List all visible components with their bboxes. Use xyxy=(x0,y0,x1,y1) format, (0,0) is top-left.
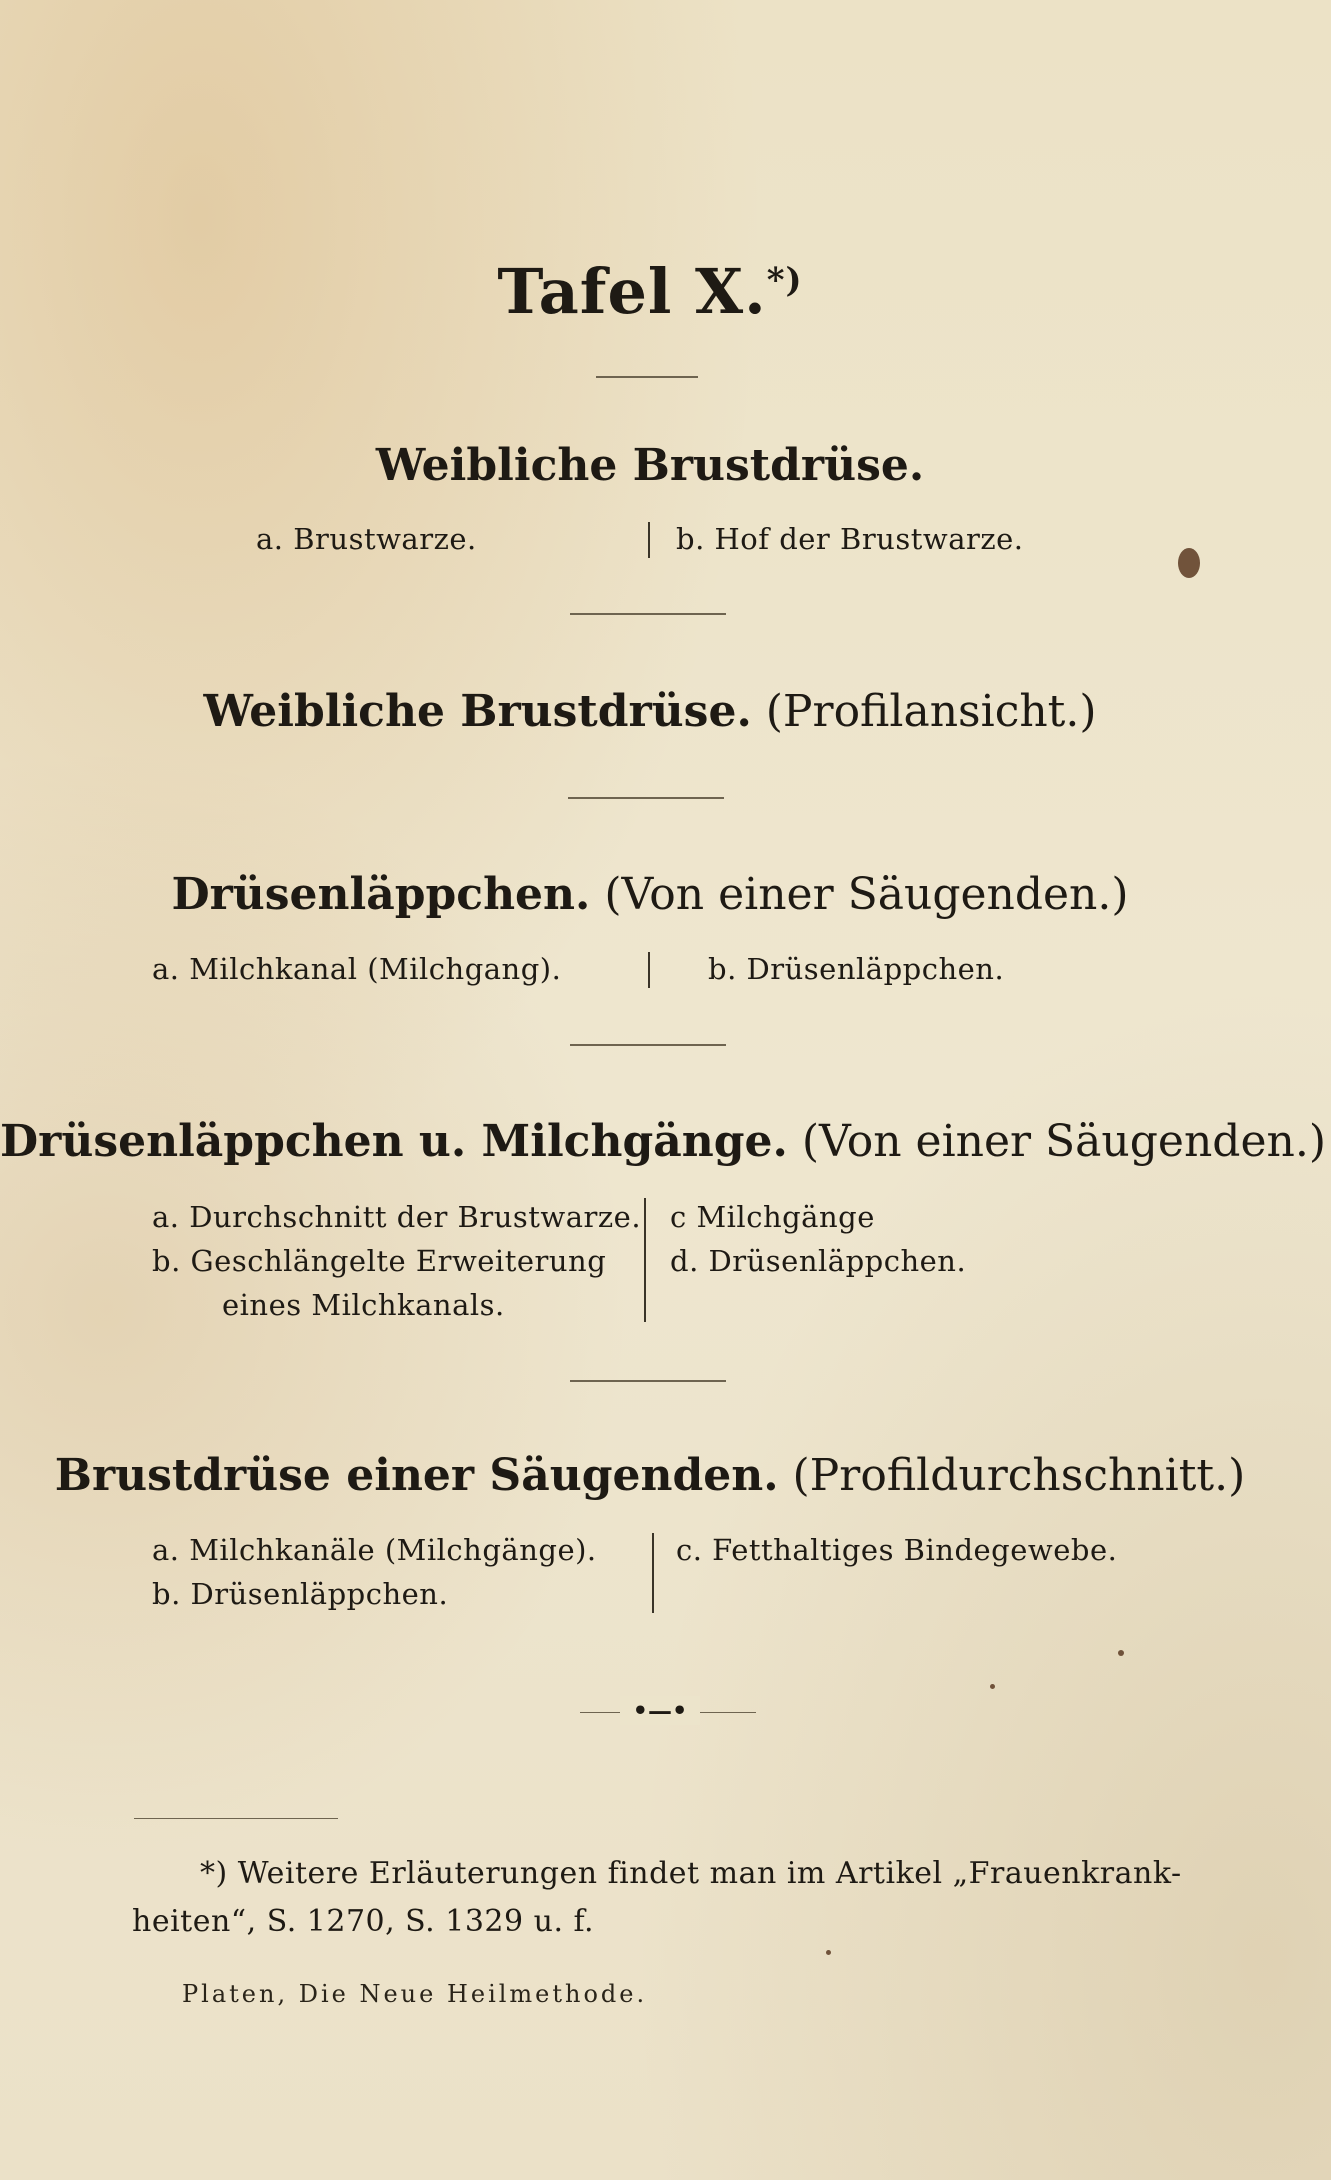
section-1-item-a: a. Brustwarze. xyxy=(256,522,477,556)
paper-stain xyxy=(1178,548,1200,578)
paper-speck xyxy=(826,1950,831,1955)
footnote-separator xyxy=(134,1818,338,1819)
section-5-item-b: b. Drüsenläppchen. xyxy=(152,1577,449,1611)
section-3-heading xyxy=(0,869,1300,920)
column-divider xyxy=(648,952,650,988)
footnote-mark: *) xyxy=(766,260,803,301)
column-divider xyxy=(648,522,650,558)
footnote xyxy=(132,1850,1182,1946)
section-2-title: Weibliche Brustdrüse. xyxy=(203,686,752,737)
section-4-item-a: a. Durchschnitt der Brustwarze. xyxy=(152,1200,642,1234)
section-3-item-a: a. Milchkanal (Milchgang). xyxy=(152,952,562,986)
divider xyxy=(570,1380,726,1382)
plate-title xyxy=(0,255,1300,328)
section-2-heading xyxy=(0,686,1300,737)
column-divider xyxy=(644,1198,646,1322)
ornament: •—• xyxy=(620,1696,700,1725)
column-divider xyxy=(652,1533,654,1613)
section-3-subtitle: (Von einer Säugenden.) xyxy=(604,869,1129,920)
section-3-item-b: b. Drüsenläppchen. xyxy=(708,952,1005,986)
section-4-item-d: d. Drüsenläppchen. xyxy=(670,1244,967,1278)
signature-line: Platen, Die Neue Heilmethode. xyxy=(182,1980,648,2008)
divider xyxy=(570,613,726,615)
footnote-line-1: *) Weitere Erläuterungen findet man im Artikel „Frauenkrank- xyxy=(200,1856,1182,1891)
section-3-title: Drüsenläppchen. xyxy=(171,869,591,920)
section-1-title: Weibliche Brustdrüse. xyxy=(375,440,925,491)
section-2-subtitle: (Profilansicht.) xyxy=(765,686,1097,737)
section-5-heading xyxy=(0,1450,1300,1501)
section-5-title: Brustdrüse einer Säugenden. xyxy=(54,1450,779,1501)
divider xyxy=(596,376,698,378)
section-4-subtitle: (Von einer Säugenden.) xyxy=(801,1116,1326,1167)
divider xyxy=(570,1044,726,1046)
plate-title-text: Tafel X. xyxy=(497,255,767,328)
paper-speck xyxy=(1118,1650,1124,1656)
section-4-heading xyxy=(0,1116,1326,1167)
section-5-item-a: a. Milchkanäle (Milchgänge). xyxy=(152,1533,597,1567)
section-4-title: Drüsenläppchen u. Milchgänge. xyxy=(0,1116,788,1167)
divider xyxy=(568,797,724,799)
paper-speck xyxy=(990,1684,995,1689)
section-1-item-b: b. Hof der Brustwarze. xyxy=(676,522,1024,556)
section-5-item-c: c. Fetthaltiges Bindegewebe. xyxy=(676,1533,1118,1567)
section-4-item-b: b. Geschlängelte Erweiterung xyxy=(152,1244,607,1278)
section-1-heading xyxy=(0,440,1300,491)
section-4-item-b-cont: eines Milchkanals. xyxy=(222,1288,505,1322)
footnote-line-2: heiten“, S. 1270, S. 1329 u. f. xyxy=(132,1904,595,1939)
section-4-item-c: c Milchgänge xyxy=(670,1200,875,1234)
section-5-subtitle: (Profildurchschnitt.) xyxy=(792,1450,1246,1501)
